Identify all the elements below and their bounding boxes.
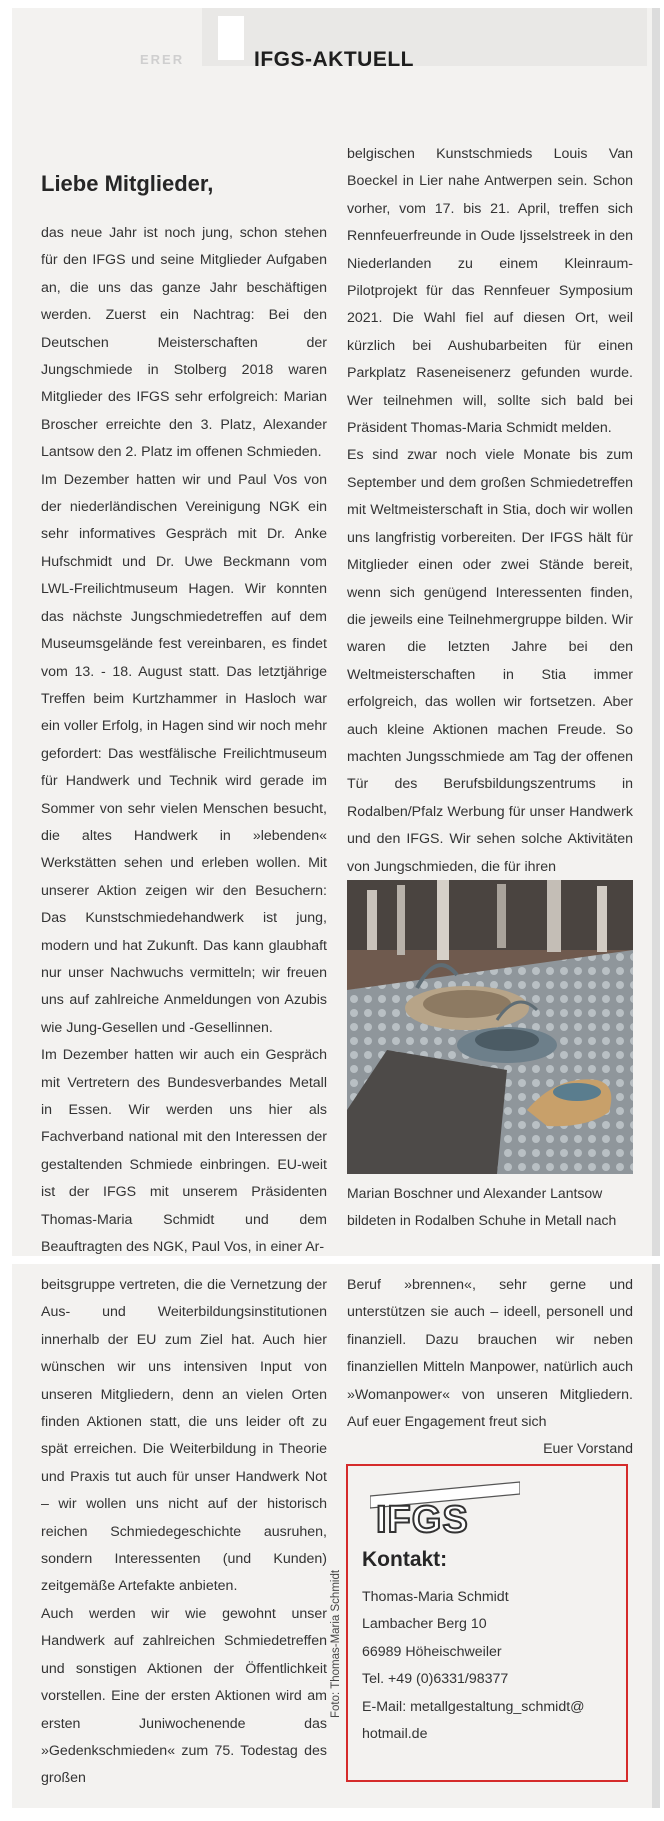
contact-title: Kontakt:: [362, 1548, 448, 1571]
contact-name: Thomas-Maria Schmidt: [362, 1589, 509, 1605]
article-photo-metal-shoes: [347, 880, 633, 1174]
paragraph: Auch werden wir wie gewohnt unser Handwerk auf zahlreichen Schmiedetreffen und sonstigen Aktionen der Öffentlichkeit vorstellen. Eine der ersten Aktionen wird am ersten Juniwochenende das »Gedenkschmieden« zum 75. Todestag des großen: [41, 1605, 327, 1787]
contact-details: [362, 1584, 585, 1748]
section-title: IFGS-AKTUELL: [254, 48, 414, 71]
paragraph: beitsgruppe vertreten, die die Vernetzung der Aus- und Weiterbildungsinstitutionen innerhalb der EU zum Ziel hat. Auch hier wünschen wir uns intensiven Input von unseren Mitgliedern, denn an vielen Orten finden Aktionen statt, die uns leider oft zu spät erreichen. Die Weiterbildung in Theorie und Praxis tut auch für unser Handwerk Not – wir wollen uns nicht auf der historisch reichen Schmiedegeschichte ausruhen, sondern Interessenten (und Kunden) zeitgemäße Artefakte anbieten.: [41, 1277, 327, 1595]
article-column-left-top: [41, 220, 327, 1261]
contact-email-domain[interactable]: hotmail.de: [362, 1726, 428, 1743]
photo-illustration: [347, 880, 633, 1174]
paragraph: Beruf »brennen«, sehr gerne und unterstützen sie auch – ideell, personell und finanziell. Dazu brauchen wir neben finanziellen Mitteln Manpower, natürlich auch »Womanpower« von unseren Mitgliedern. Auf euer Engagement freut sich: [347, 1277, 633, 1431]
contact-city: 66989 Höheischweiler: [362, 1643, 502, 1660]
paragraph: Im Dezember hatten wir auch ein Gespräch mit Vertretern des Bundesverbandes Metall in Essen. Wir werden uns hier als Fachverband national mit den Interessen der gestaltenden Schmiede einbringen. EU-weit ist der IFGS mit unserem Präsidenten Thomas-Maria Schmidt und dem Beauftragten des NGK, Paul Vos, in einer Ar-: [41, 1047, 327, 1256]
contact-street: Lambacher Berg 10: [362, 1616, 487, 1633]
logo-lettering: IFGS: [376, 1499, 469, 1540]
paragraph: Es sind zwar noch viele Monate bis zum September und dem großen Schmiedetreffen mit Weltmeisterschaft in Stia, doch wir wollen uns langfristig vorbereiten. Der IFGS hält für Mitglieder einen oder zwei Stände bereit, wenn sich genügend Interessenten finden, die jeweils eine Teilnehmergruppe bilden. Wir waren die letzten Jahre bei den Weltmeisterschaften in Stia immer erfolgreich, das wollen wir fortsetzen. Aber auch kleine Aktionen machen Freude. So machten Jungsschmiede am Tag der offenen Tür des Berufsbildungszentrums in Rodalben/Pfalz Werbung für unser Handwerk und den IFGS. Wir sehen solche Aktivitäten von Jungschmieden, die für ihren: [347, 447, 633, 875]
article-greeting: Liebe Mitglieder,: [41, 171, 214, 196]
paragraph: belgischen Kunstschmieds Louis Van Boeckel in Lier nahe Antwerpen sein. Schon vorher, vom 17. bis 21. April, treffen sich Rennfeuerfreunde in Oude Ijsselstreek in den Niederlanden zu einem Kleinraum-Pilotprojekt für das Rennfeuer Symposium 2021. Die Wahl fiel auf diesen Ort, weil kürzlich bei Aushubarbeiten für einen Parkplatz Raseneisenerz gefunden wurde. Wer teilnehmen will, sollte sich bald bei Präsident Thomas-Maria Schmidt melden.: [347, 146, 633, 437]
scan-gap: [0, 1256, 664, 1264]
article-column-left-bottom: [41, 1272, 327, 1793]
header-white-strip: [218, 16, 244, 60]
contact-phone: Tel. +49 (0)6331/98377: [362, 1671, 509, 1688]
contact-box: [346, 1464, 628, 1782]
contact-email[interactable]: E-Mail: metallgestaltung_schmidt@: [362, 1698, 585, 1715]
ifgs-logo-graphic: [370, 1478, 520, 1540]
paragraph: Im Dezember hatten wir und Paul Vos von der niederländischen Vereinigung NGK ein sehr informatives Gespräch mit Dr. Anke Hufschmidt und Dr. Uwe Beckmann vom LWL-Freilichtmuseum Hagen. Wir konnten das nächste Jungschmiedetreffen auf dem Museumsgelände fest vereinbaren, es findet vom 13. - 18. August statt. Das letztjährige Treffen beim Kurtzhammer in Hasloch war ein voller Erfolg, in Hagen sind wir noch mehr gefordert: Das westfälische Freilichtmuseum für Handwerk und Technik wird gerade im Sommer von sehr vielen Menschen besucht, die altes Handwerk in »lebenden« Werkstätten sehen und erleben wollen. Mit unserer Aktion zeigen wir den Besuchern: Das Kunstschmiedehandwerk ist jung, modern und hat Zukunft. Das kann glaubhaft nur unser Nachwuchs vermitteln; wir freuen uns auf zahlreiche Anmeldungen von Azubis wie Jung-Gesellen und -Gesellinnen.: [41, 471, 327, 1036]
header-faded-text: ERER: [140, 52, 185, 67]
article-column-right-bottom: [347, 1272, 633, 1464]
magazine-page: [12, 8, 652, 1808]
signature: Euer Vorstand: [543, 1441, 633, 1458]
ifgs-logo: [370, 1478, 520, 1545]
page-edge-shadow: [652, 8, 660, 1808]
photo-credit: Foto: Thomas-Maria Schmidt: [330, 1569, 342, 1718]
article-column-right-top: [347, 141, 633, 881]
paragraph: das neue Jahr ist noch jung, schon stehen für den IFGS und seine Mitglieder Aufgaben an, die uns das ganze Jahr beschäftigen werden. Zuerst ein Nachtrag: Bei den Deutschen Meisterschaften der Jungschmiede in Stolberg 2018 waren Mitglieder des IFGS sehr erfolgreich: Marian Broscher erreichte den 3. Platz, Alexander Lantsow den 2. Platz im offenen Schmieden.: [41, 225, 327, 461]
photo-caption: Marian Boschner und Alexander Lantsow bildeten in Rodalben Schuhe in Metall nach: [347, 1185, 617, 1228]
